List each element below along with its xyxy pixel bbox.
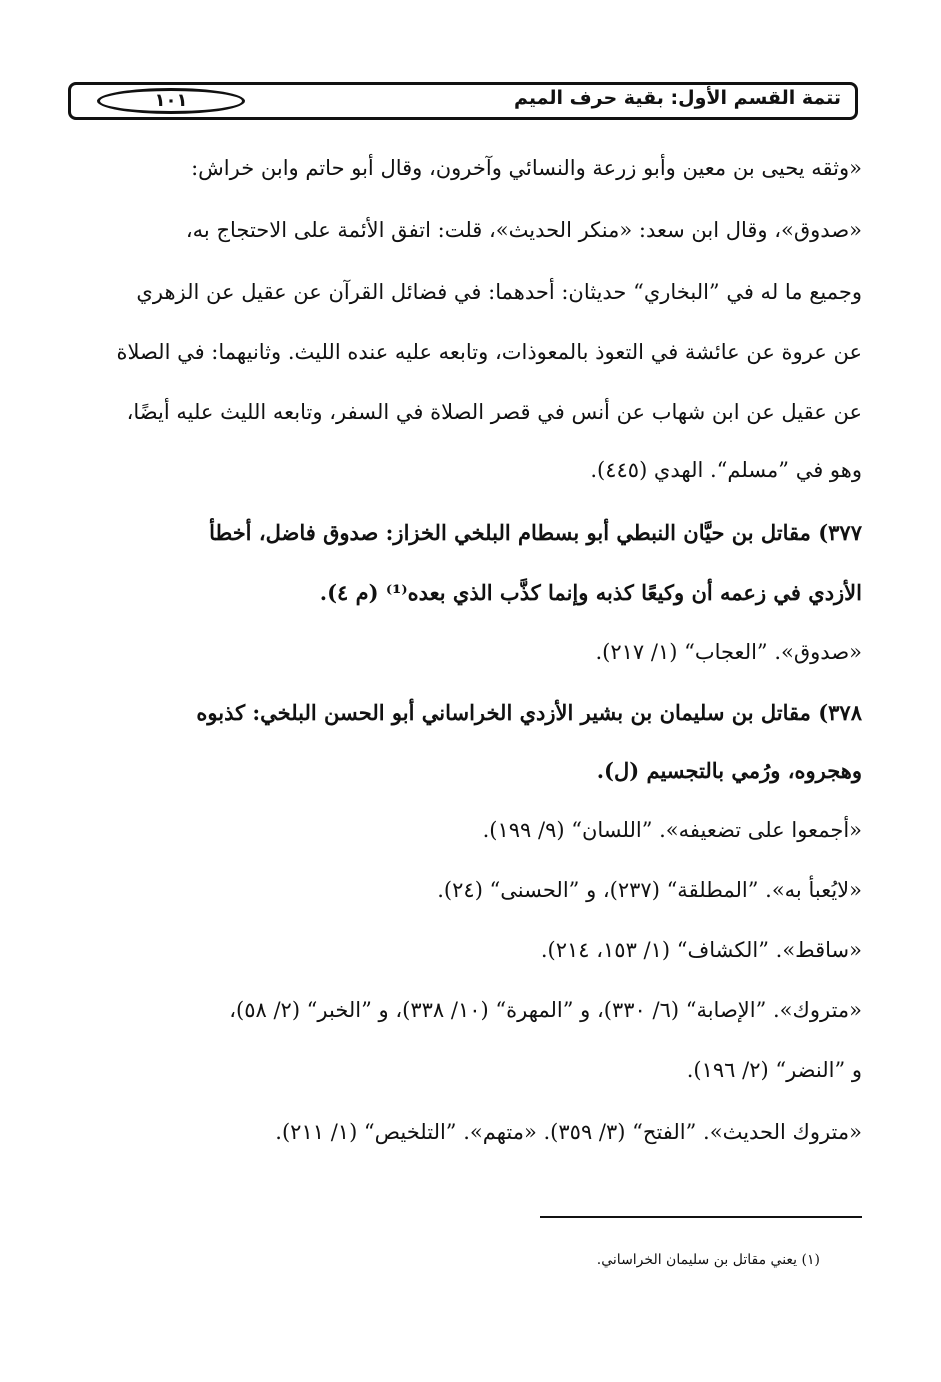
text-line-15: «متروك». ”الإصابة“ (٦/ ٣٣٠)، و ”المهرة“ (١٠/ ٣٣٨)، و ”الخبر“ (٢/ ٥٨)، xyxy=(229,998,862,1022)
footnote-divider xyxy=(540,1216,862,1218)
running-header xyxy=(68,82,858,120)
text-line-3: وجميع ما له في ”البخاري“ حديثان: أحدهما: في فضائل القرآن عن عقيل عن الزهري xyxy=(136,280,862,304)
text-line-12: «أجمعوا على تضعيفه». ”اللسان“ (٩/ ١٩٩). xyxy=(482,818,862,842)
text-line-13: «لايُعبأ به». ”المطلقة“ (٢٣٧)، و ”الحسنى“ (٢٤). xyxy=(437,878,862,902)
text-line-14: «ساقط». ”الكشاف“ (١/ ١٥٣، ٢١٤). xyxy=(540,938,862,962)
entry-377-line-1: ٣٧٧) مقاتل بن حيَّان النبطي أبو بسطام البلخي الخزاز: صدوق فاضل، أخطأ xyxy=(209,520,862,545)
text-line-2: «صدوق»، وقال ابن سعد: «منكر الحديث»، قلت: اتفق الأئمة على الاحتجاج به، xyxy=(185,218,862,242)
text-line-5: عن عقيل عن ابن شهاب عن أنس في قصر الصلاة في السفر، وتابعه الليث عليه أيضًا، xyxy=(126,400,862,424)
text-line-9: «صدوق». ”العجاب“ (١/ ٢١٧). xyxy=(595,640,862,664)
entry-378-line-2: وهجروه، ورُمي بالتجسيم (ل). xyxy=(596,758,862,783)
text-line-16: و ”النضر“ (٢/ ١٩٦). xyxy=(686,1058,862,1082)
text-line-1: «وثقه يحيى بن معين وأبو زرعة والنسائي وآخرون، وقال أبو حاتم وابن خراش: xyxy=(191,156,862,180)
footnote: (١) يعني مقاتل بن سليمان الخراساني. xyxy=(596,1252,820,1268)
page-number: ١٠١ xyxy=(97,88,245,114)
text-line-6: وهو في ”مسلم“. الهدي (٤٤٥). xyxy=(590,458,862,482)
text-line-4: عن عروة عن عائشة في التعوذ بالمعوذات، وتابعه عليه عنده الليث. وثانيهما: في الصلاة xyxy=(116,340,862,364)
entry-378-line-1: ٣٧٨) مقاتل بن سليمان بن بشير الأزدي الخراساني أبو الحسن البلخي: كذبوه xyxy=(196,700,862,725)
text-line-17: «متروك الحديث». ”الفتح“ (٣/ ٣٥٩). «متهم». ”التلخيص“ (١/ ٢١١). xyxy=(275,1120,862,1144)
running-header-title: تتمة القسم الأول: بقية حرف الميم xyxy=(513,87,841,109)
entry-377-line-2: الأزدي في زعمه أن وكيعًا كذبه وإنما كذَّب الذي بعده⁽¹⁾ (م ٤). xyxy=(319,580,862,605)
